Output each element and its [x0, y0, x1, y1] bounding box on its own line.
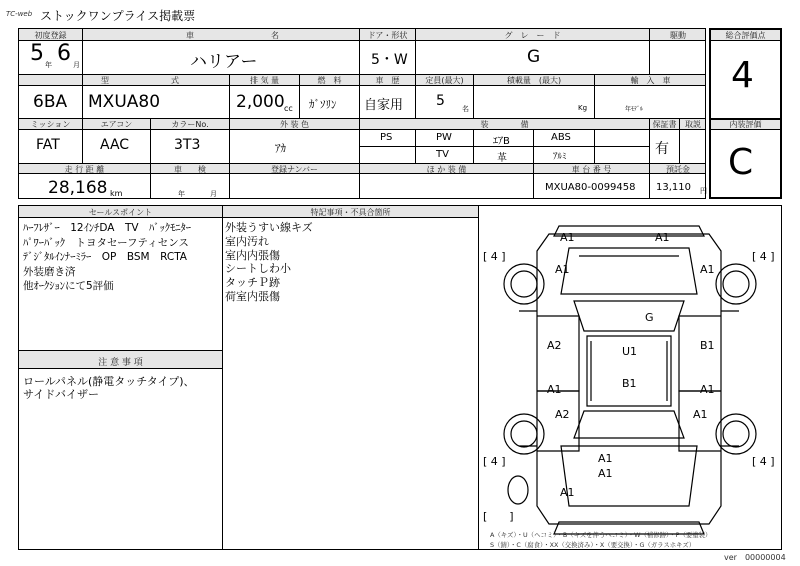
- damage-label: A2: [547, 339, 562, 352]
- year-unit: 年: [45, 61, 52, 69]
- color-no-label: カラーNo.: [171, 120, 209, 129]
- car-label-2: 名: [271, 31, 279, 40]
- drive-label: 駆動: [670, 31, 686, 40]
- inspection-month-unit: 月: [210, 190, 217, 198]
- damage-label: A1: [693, 408, 708, 421]
- capacity-unit: 名: [462, 105, 469, 113]
- car-name: ハリアー: [190, 52, 258, 72]
- fuel-label: 燃 料: [317, 76, 342, 85]
- damage-label: A1: [700, 383, 715, 396]
- interior-score-label: 内装評価: [729, 120, 762, 129]
- sales-point-item: ﾃﾞｼﾞﾀﾙｲﾝﾅｰﾐﾗｰ OP BSM RCTA: [23, 251, 187, 263]
- manual-label: 取説: [685, 120, 701, 129]
- damage-label: A1: [700, 263, 715, 276]
- displacement-unit: cc: [284, 104, 293, 113]
- special-item: 室内汚れ: [225, 234, 269, 248]
- tire-depth-fl: [ 4 ]: [483, 250, 506, 263]
- special-item: シートしわ小: [225, 262, 291, 276]
- plate-label: 登録ナンバー: [270, 165, 319, 174]
- month-unit: 月: [73, 61, 80, 69]
- note-item: ロールパネル(静電タッチタイプ)、: [23, 375, 195, 388]
- damage-label: A1: [555, 263, 570, 276]
- damage-label: B1: [700, 339, 715, 352]
- special-item: 室内内張傷: [225, 248, 280, 262]
- deposit-value: 13,110: [656, 182, 691, 193]
- damage-label: A1: [598, 452, 613, 465]
- sales-point-item: ﾊﾟﾜｰﾊﾞｯｸ トヨタセーフティセンス: [23, 236, 189, 249]
- import-label: 輸 入 車: [630, 76, 671, 85]
- equip-pw: PW: [436, 132, 452, 143]
- first-reg-year: 5: [30, 41, 44, 66]
- damage-label: G: [645, 311, 654, 324]
- special-notes-title: 特記事項・不具合箇所: [310, 208, 391, 217]
- load-label: 積載量 (最大): [506, 76, 562, 85]
- ac-label: エアコン: [100, 120, 133, 129]
- damage-label: A1: [547, 383, 562, 396]
- car-label-1: 車: [186, 31, 194, 40]
- version-text: ver 00000004: [724, 553, 786, 562]
- capacity-label: 定員(最大): [425, 76, 464, 85]
- exterior-label: 外 装 色: [279, 120, 310, 129]
- capacity-value: 5: [436, 93, 445, 109]
- page-title: ストックワンプライス掲載票: [40, 9, 196, 23]
- legend-line-1: A（キズ）・U（ヘコミ）・B（キズを伴うヘコミ）・W（補修跡）・P（要塗装）: [490, 531, 712, 539]
- grade-value: G: [527, 47, 541, 67]
- displacement-label: 排 気 量: [249, 76, 280, 85]
- sales-points-title: セールスポイント: [88, 208, 153, 217]
- special-item: 外装うすい線キズ: [225, 221, 313, 234]
- special-item: タッチＰ跡: [225, 276, 280, 290]
- chassis-value: MXUA80-0099458: [545, 182, 636, 193]
- tire-depth-spare: [ ]: [483, 510, 514, 523]
- damage-label: B1: [622, 377, 637, 390]
- model-prefix: 6BA: [33, 92, 68, 112]
- damage-label: A1: [655, 231, 670, 244]
- legend-line-2: S（錆）・C（腐食）・XX（交換済み）・X（要交換）・G（ガラスホキズ）: [490, 541, 696, 549]
- color-no-value: 3T3: [174, 137, 201, 153]
- equip-abs: ABS: [551, 132, 571, 143]
- displacement-value: 2,000: [236, 92, 285, 112]
- total-score-value: 4: [731, 55, 754, 96]
- note-item: サイドバイザー: [23, 388, 100, 401]
- load-unit: Kg: [578, 104, 588, 112]
- tire-depth-fr: [ 4 ]: [752, 250, 775, 263]
- exterior-value: ｱｶ: [275, 142, 286, 155]
- sales-point-item: 外装磨き済: [23, 265, 76, 278]
- inspection-label: 車 検: [174, 165, 206, 174]
- notes-title: 注 意 事 項: [98, 358, 143, 368]
- damage-label: U1: [622, 345, 638, 358]
- sales-point-item: 他ｵｰｸｼｮﾝにて5評価: [23, 280, 114, 292]
- model-code: MXUA80: [88, 92, 161, 112]
- fuel-value: ｶﾞｿﾘﾝ: [309, 98, 337, 111]
- special-item: 荷室内張傷: [225, 289, 280, 303]
- equip-leather: 革: [497, 153, 507, 164]
- chassis-label: 車 台 番 号: [571, 165, 612, 174]
- damage-label: A1: [560, 231, 575, 244]
- sales-point-item: ﾊｰﾌﾚｻﾞｰ 12ｲﾝﾁDA TV ﾊﾞｯｸﾓﾆﾀｰ: [23, 222, 192, 234]
- mileage-value: 28,168: [48, 178, 108, 198]
- mission-value: FAT: [36, 137, 60, 153]
- history-label: 車 歴: [375, 76, 400, 85]
- grade-label: グ レ ー ド: [504, 31, 561, 40]
- import-sub: 年ﾓﾃﾞﾙ: [625, 106, 644, 113]
- warranty-value: 有: [655, 141, 669, 157]
- logo-text: TC-web: [6, 10, 33, 18]
- first-reg-month: 6: [57, 41, 71, 66]
- mission-label: ミッション: [30, 120, 71, 129]
- deposit-label: 預託金: [666, 165, 690, 174]
- equipment-label: 装 備: [480, 120, 529, 129]
- model-label-1: 型: [101, 76, 109, 85]
- mileage-label: 走 行 距 離: [64, 165, 105, 174]
- damage-label: A1: [598, 467, 613, 480]
- interior-score-value: C: [728, 142, 754, 183]
- equip-alloy: ｱﾙﾐ: [553, 152, 567, 162]
- inspection-year-unit: 年: [178, 190, 185, 198]
- door-label: ドア・形状: [367, 31, 408, 40]
- first-reg-label: 初度登録: [34, 31, 67, 40]
- ac-value: AAC: [100, 137, 130, 153]
- tire-depth-rl: [ 4 ]: [483, 455, 506, 468]
- mileage-unit: km: [110, 189, 123, 198]
- warranty-label: 保証書: [652, 120, 677, 129]
- deposit-unit: 円: [700, 187, 707, 195]
- tire-depth-rr: [ 4 ]: [752, 455, 775, 468]
- other-equip-label: ほ か 装 備: [426, 165, 467, 174]
- damage-label: A1: [560, 486, 575, 499]
- equip-tv: TV: [436, 149, 449, 160]
- equip-ps: PS: [380, 132, 393, 143]
- door-value: 5・W: [371, 52, 408, 68]
- history-value: 自家用: [364, 98, 404, 113]
- damage-label: A2: [555, 408, 570, 421]
- model-label-2: 式: [171, 76, 179, 85]
- total-score-label: 総合評価点: [725, 31, 766, 40]
- equip-airbag: ｴｱB: [493, 136, 510, 147]
